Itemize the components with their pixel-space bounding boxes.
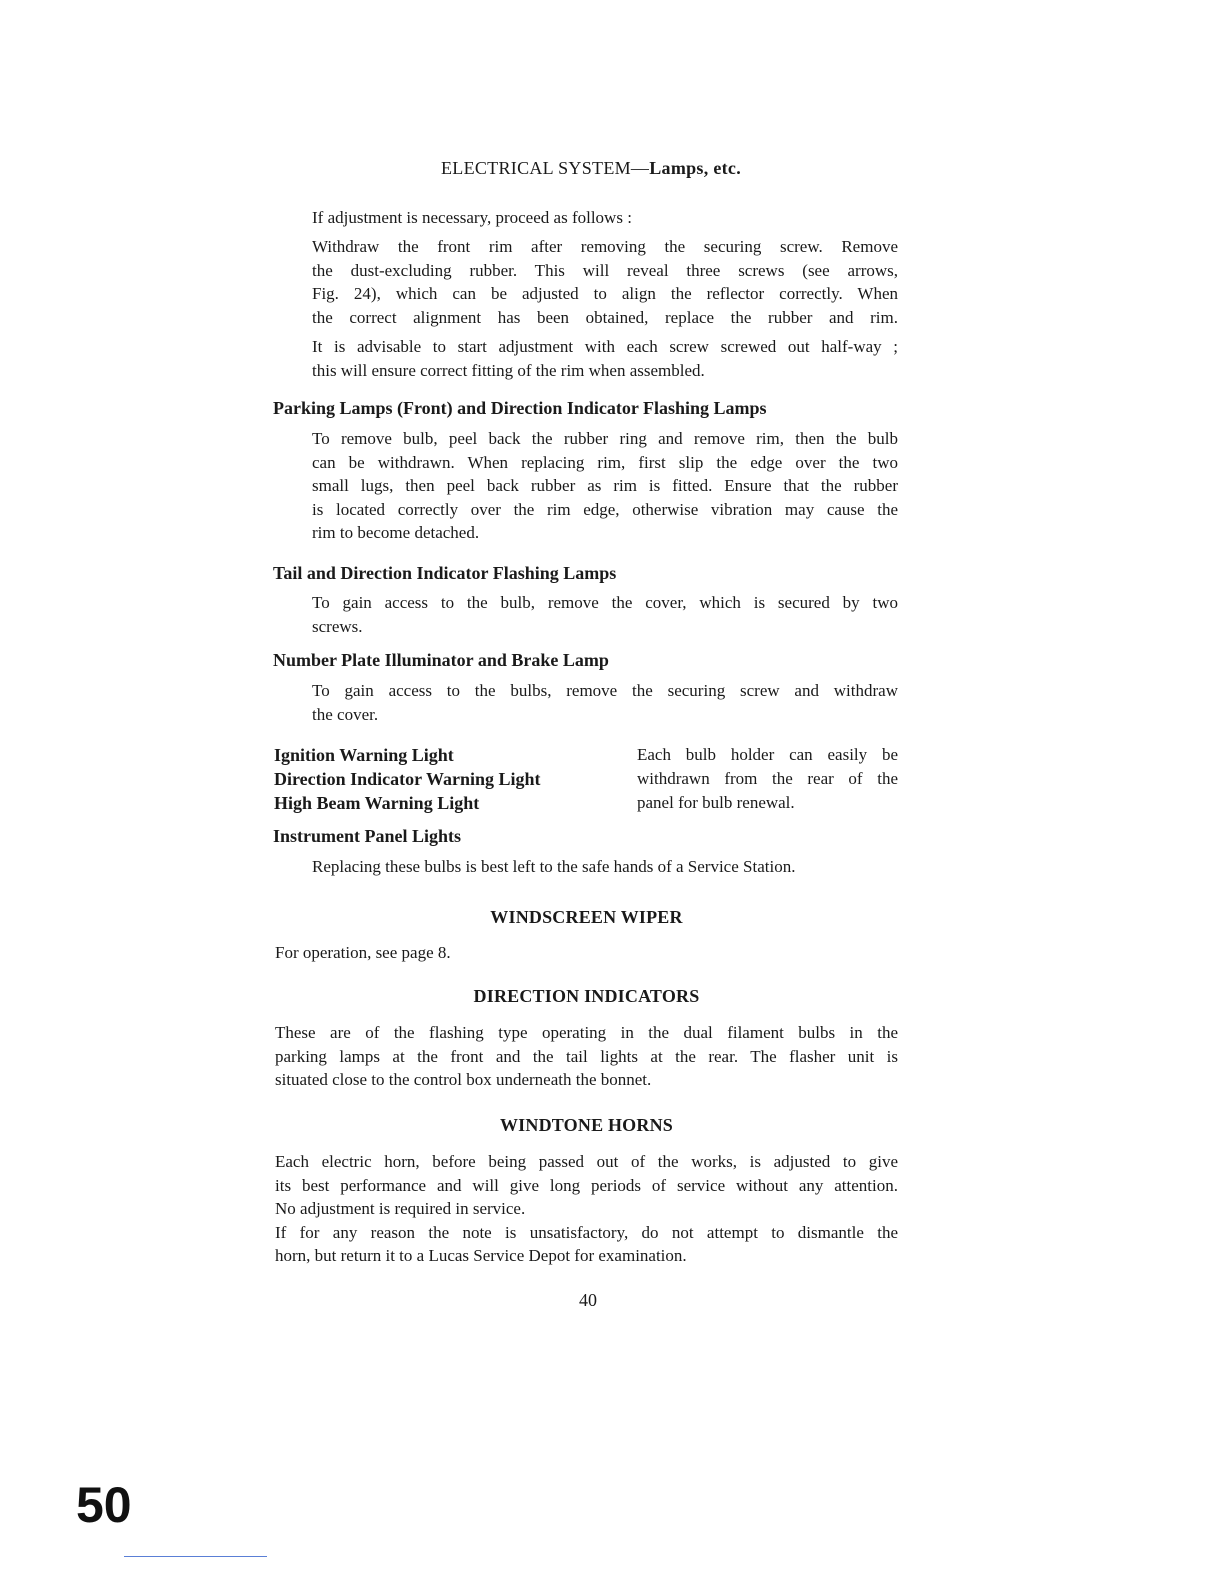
text-line: withdrawn from the rear of the: [637, 769, 898, 788]
text-line: It is advisable to start adjustment with each screw screwed out half-way ;: [312, 337, 898, 356]
warning-light-label: Ignition Warning Light: [274, 745, 454, 765]
parking-lamps-text: [312, 427, 898, 545]
instrument-lights-heading: Instrument Panel Lights: [273, 826, 462, 846]
text-line: Fig. 24), which can be adjusted to align the reflector correctly. When: [312, 284, 898, 304]
number-plate-text: [312, 679, 898, 726]
parking-lamps-heading: Parking Lamps (Front) and Direction Indicator Flashing Lamps: [273, 398, 767, 418]
text-line: Each bulb holder can easily be: [637, 745, 898, 764]
adjustment-intro: [312, 206, 898, 230]
text-line: To gain access to the bulb, remove the cover, which is secured by two: [312, 593, 898, 612]
text-line: Withdraw the front rim after removing the securing screw. Remove: [312, 237, 898, 256]
text-line: screws.: [312, 616, 363, 636]
adjustment-intro-text: If adjustment is necessary, proceed as follows :: [312, 208, 632, 227]
direction-indicators-text: [275, 1021, 898, 1092]
number-plate-heading: Number Plate Illuminator and Brake Lamp: [273, 650, 609, 670]
header-prefix: ELECTRICAL SYSTEM—: [440, 158, 650, 178]
windscreen-wiper-heading: WINDSCREEN WIPER: [490, 907, 683, 927]
warning-light-label: Direction Indicator Warning Light: [274, 769, 541, 789]
tail-lamps-heading: Tail and Direction Indicator Flashing Lamps: [273, 563, 617, 583]
adjustment-paragraph-2: [312, 335, 898, 382]
text-line: No adjustment is required in service.: [275, 1199, 526, 1219]
warning-light-label: High Beam Warning Light: [274, 793, 480, 813]
text-line: can be withdrawn. When replacing rim, first slip the edge over the two: [312, 452, 898, 472]
text-line: horn, but return it to a Lucas Service Depot for examination.: [275, 1246, 687, 1266]
windscreen-wiper-text: For operation, see page 8.: [275, 943, 451, 962]
bottom-rule: [124, 1556, 267, 1557]
text-line: is located correctly over the rim edge, otherwise vibration may cause the: [312, 499, 898, 519]
text-line: To remove bulb, peel back the rubber ring and remove rim, then the bulb: [312, 429, 898, 448]
tail-lamps-text: [312, 591, 898, 638]
windtone-horns-heading: WINDTONE HORNS: [499, 1115, 673, 1135]
text-line: If for any reason the note is unsatisfactory, do not attempt to dismantle the: [275, 1222, 898, 1242]
adjustment-paragraph-1: [312, 235, 898, 329]
text-line: situated close to the control box underneath the bonnet.: [275, 1070, 652, 1090]
text-line: the cover.: [312, 704, 379, 724]
text-line: panel for bulb renewal.: [637, 793, 795, 812]
windtone-horns-text: [275, 1150, 898, 1268]
warning-lights-text: [637, 743, 898, 815]
text-line: These are of the flashing type operating in the dual filament bulbs in the: [275, 1023, 898, 1042]
direction-indicators-heading: DIRECTION INDICATORS: [473, 986, 700, 1006]
warning-lights-labels: [274, 743, 614, 815]
text-line: this will ensure correct fitting of the rim when assembled.: [312, 360, 705, 380]
header-bold: Lamps, etc.: [649, 158, 742, 178]
text-line: Each electric horn, before being passed out of the works, is adjusted to give: [275, 1152, 898, 1171]
instrument-lights-text: Replacing these bulbs is best left to the safe hands of a Service Station.: [312, 857, 796, 876]
text-line: parking lamps at the front and the tail lights at the rear. The flasher unit is: [275, 1046, 898, 1066]
page-header: [0, 158, 1182, 179]
text-line: To gain access to the bulbs, remove the securing screw and withdraw: [312, 681, 898, 700]
text-line: its best performance and will give long periods of service without any attention.: [275, 1175, 898, 1195]
text-line: the correct alignment has been obtained, replace the rubber and rim.: [312, 307, 898, 327]
page-number: 40: [579, 1290, 597, 1310]
text-line: rim to become detached.: [312, 523, 480, 543]
text-line: small lugs, then peel back rubber as rim is fitted. Ensure that the rubber: [312, 476, 898, 496]
text-line: the dust-excluding rubber. This will reveal three screws (see arrows,: [312, 260, 898, 280]
scan-page-number: 50: [76, 1477, 132, 1533]
